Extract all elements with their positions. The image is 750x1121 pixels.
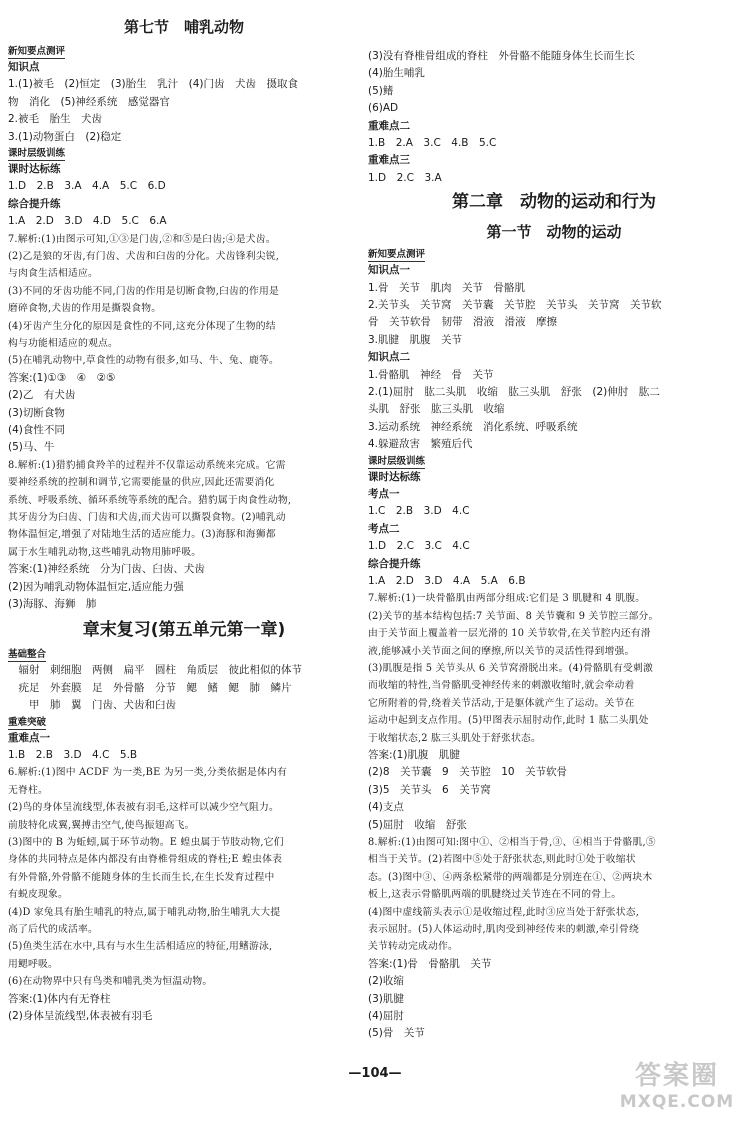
explanation-line: 用鳃呼吸。 — [8, 958, 58, 970]
answer-line: 1.D 2.B 3.A 4.A 5.C 6.D — [8, 180, 166, 193]
explanation-line: 表示屈肘。(5)人体运动时,肌肉受到神经传来的刺激,牵引骨绕 — [368, 924, 640, 935]
explanation-line: (5)在哺乳动物中,草食性的动物有很多,如马、牛、兔、鹿等。 — [8, 355, 280, 367]
answer-line: (6)AD — [368, 102, 399, 115]
explanation-line: 由于关节面上覆盖着一层光滑的 10 关节软骨,在关节腔内还有滑 — [368, 628, 651, 640]
explanation-line: (5)鱼类生活在水中,具有与水生生活相适应的特征,用鳍游泳, — [8, 941, 273, 953]
section-tag-label: 新知要点测评 — [368, 249, 426, 261]
explanation-line: 物体温恒定,增强了对陆地生活的适应能力。(3)海豚和海狮都 — [8, 529, 276, 541]
answer-line: (3)肌腱 — [368, 992, 404, 1005]
answer-line: 甲 肺 翼 门齿、犬齿和臼齿 — [8, 699, 176, 712]
explanation-line: 属于水生哺乳动物,这些哺乳动物用肺呼吸。 — [8, 546, 202, 558]
answer-line: (3)5 关节头 6 关节窝 — [368, 783, 491, 796]
explanation-line: 8.解析:(1)猎豹捕食羚羊的过程并不仅靠运动系统来完成。它需 — [8, 459, 286, 471]
explanation-line: (2)关节的基本结构包括:7 关节面、8 关节囊和 9 关节腔三部分。 — [368, 610, 659, 622]
answer-line: (3)没有脊椎骨组成的脊柱 外骨骼不能随身体生长而生长 — [368, 50, 635, 62]
answer-line: 2.被毛 胎生 犬齿 — [8, 113, 103, 126]
answer-line: 1.C 2.B 3.D 4.C — [368, 505, 470, 518]
watermark-logo — [612, 1060, 742, 1118]
answer-line: (2)8 关节囊 9 关节腔 10 关节软骨 — [368, 766, 568, 779]
answer-line: (5)屈肘 收缩 舒张 — [368, 818, 467, 831]
explanation-line: 其牙齿分为臼齿、门齿和犬齿,而犬齿可以撕裂食物。(2)哺乳动 — [8, 512, 286, 523]
answer-line: 答案:(1)神经系统 分为门齿、臼齿、犬齿 — [8, 563, 205, 576]
explanation-line: 液,能够减小关节面之间的摩擦,所以关节的灵活性得到增强。 — [368, 645, 635, 657]
explanation-line: 与肉食生活相适应。 — [8, 268, 98, 280]
explanation-line: (3)肌腹是指 5 关节头从 6 关节窝滑脱出来。(4)骨骼肌有受刺激 — [368, 663, 654, 674]
explanation-line: (4)图中虚线箭头表示①是收缩过程,此时③应当处于舒张状态, — [368, 906, 640, 918]
explanation-line: (2)乙是狼的牙齿,有门齿、犬齿和臼齿的分化。犬齿锋利尖锐, — [8, 251, 280, 262]
section-tag-label: 课时层级训练 — [368, 455, 426, 467]
section-tag — [368, 247, 740, 262]
answer-line: 1.B 2.A 3.C 4.B 5.C — [368, 137, 497, 149]
answer-line: 头肌 舒张 肱三头肌 收缩 — [368, 403, 505, 416]
section-tag — [8, 715, 360, 730]
subheading: 重难点一 — [8, 731, 50, 744]
explanation-line: 无脊柱。 — [8, 784, 48, 796]
explanation-line: 关节转动完成动作。 — [368, 941, 458, 953]
answer-line: 物 消化 (5)神经系统 感觉器官 — [8, 95, 170, 108]
subheading: 课时达标练 — [368, 470, 421, 483]
explanation-line: 7.解析:(1)由图示可知,①③是门齿,②和⑤是臼齿;④是犬齿。 — [8, 233, 276, 245]
answer-line: 3.肌腱 肌腹 关节 — [368, 333, 463, 346]
section-heading: 第一节 动物的运动 — [486, 223, 622, 242]
answer-line: 1.D 2.C 3.C 4.C — [368, 540, 470, 553]
section-tag-label: 基础整合 — [8, 649, 47, 661]
answer-line: (2)乙 有犬齿 — [8, 389, 76, 402]
subheading: 知识点 — [8, 61, 40, 73]
answer-line: (5)马、牛 — [8, 441, 55, 454]
answer-line: (2)收缩 — [368, 975, 404, 988]
section-tag — [8, 647, 360, 662]
subheading: 综合提升练 — [368, 557, 421, 570]
answer-line: 4.躲避敌害 繁殖后代 — [368, 438, 473, 451]
explanation-line: (3)不同的牙齿功能不同,门齿的作用是切断食物,臼齿的作用是 — [8, 285, 280, 297]
page-number: —104— — [348, 1066, 402, 1081]
explanation-line: 构与功能相适应的观点。 — [8, 338, 118, 349]
answer-line: (5)骨 关节 — [368, 1027, 425, 1040]
answer-line: 1.(1)被毛 (2)恒定 (3)胎生 乳汁 (4)门齿 犬齿 摄取食 — [8, 78, 299, 91]
explanation-line: 要神经系统的控制和调节,它需要能量的供应,因此还需要消化 — [8, 477, 275, 489]
section-tag — [368, 454, 740, 469]
explanation-line: 于收缩状态,2 肱三头肌处于舒张状态。 — [368, 732, 542, 744]
section-tag — [8, 44, 360, 59]
explanation-line: 态。(3)图中③、④两条松紧带的两端都是分别连在①、②两块木 — [368, 871, 653, 883]
explanation-line: (4)D 家兔具有胎生哺乳的特点,属于哺乳动物,胎生哺乳大大提 — [8, 906, 281, 918]
explanation-line: 有蜕皮现象。 — [8, 889, 68, 901]
answer-line: 疣足 外套膜 足 外骨骼 分节 鳃 鳍 鳃 肺 鳞片 — [8, 681, 292, 694]
answer-line: (5)鳍 — [368, 84, 394, 97]
answer-line: 答案:(1)①③ ④ ②⑤ — [8, 371, 116, 384]
explanation-line: 系统、呼吸系统、循环系统等系统的配合。猎豹属于肉食性动物, — [8, 494, 292, 506]
chapter-heading: 章末复习(第五单元第一章) — [82, 620, 286, 641]
answer-line: 1.A 2.D 3.D 4.D 5.C 6.A — [8, 215, 167, 228]
explanation-line: 它所附着的骨,绕着关节活动,于是躯体就产生了运动。关节在 — [368, 697, 635, 709]
section-heading: 第七节 哺乳动物 — [123, 18, 244, 36]
answer-line: (2)因为哺乳动物体温恒定,适应能力强 — [8, 580, 184, 593]
answer-line: 答案:(1)体内有无脊柱 — [8, 992, 111, 1005]
answer-line: 3.(1)动物蛋白 (2)稳定 — [8, 130, 122, 143]
answer-line: 1.B 2.B 3.D 4.C 5.B — [8, 749, 138, 761]
answer-line: 答案:(1)肌腹 肌腱 — [368, 749, 460, 761]
subheading: 重难点二 — [368, 119, 410, 132]
section-tag-label: 课时层级训练 — [8, 148, 66, 159]
subheading: 课时达标练 — [8, 163, 61, 175]
subheading: 考点一 — [368, 488, 400, 500]
explanation-line: (3)图中的 B 为蚯蚓,属于环节动物。E 蝗虫属于节肢动物,它们 — [8, 837, 284, 848]
answer-line: 3.运动系统 神经系统 消化系统、呼吸系统 — [368, 420, 578, 433]
explanation-line: 前肢特化成翼,翼搏击空气,使鸟振翅高飞。 — [8, 819, 195, 831]
answer-line: (3)切断食物 — [8, 406, 65, 419]
answer-line: (4)胎生哺乳 — [368, 67, 425, 80]
answer-line: 1.骨骼肌 神经 骨 关节 — [368, 368, 494, 381]
explanation-line: 有外骨骼,外骨骼不能随身体的生长而生长,在生长发育过程中 — [8, 871, 275, 883]
chapter-heading: 第二章 动物的运动和行为 — [452, 192, 656, 213]
watermark-line2: MXQE.COM — [619, 1092, 735, 1112]
answer-line: 1.A 2.D 3.D 4.A 5.A 6.B — [368, 575, 526, 587]
answer-line: 骨 关节软骨 韧带 滑液 滑液 摩擦 — [368, 316, 557, 329]
subheading: 考点二 — [368, 522, 400, 535]
explanation-line: 而收缩的特性,当骨骼肌受神经传来的刺激收缩时,就会牵动着 — [368, 680, 635, 692]
section-tag — [8, 146, 360, 161]
explanation-line: 7.解析:(1)一块骨骼肌由两部分组成:它们是 3 肌腱和 4 肌腹。 — [368, 593, 646, 605]
explanation-line: 板上,这表示骨骼肌两端的肌腱绕过关节连在不同的骨上。 — [368, 889, 622, 901]
answer-line: (2)身体呈流线型,体表被有羽毛 — [8, 1010, 153, 1022]
explanation-line: 身体的共同特点是体内都没有由脊椎骨组成的脊柱;E 蝗虫体表 — [8, 854, 283, 866]
answer-line: 1.D 2.C 3.A — [368, 171, 442, 184]
answer-line: 答案:(1)骨 骨骼肌 关节 — [368, 957, 492, 970]
subheading: 重难点三 — [368, 154, 410, 167]
answer-line: 辐射 刺细胞 两侧 扁平 圆柱 角质层 彼此相似的体节 — [8, 664, 302, 677]
explanation-line: (6)在动物界中只有鸟类和哺乳类为恒温动物。 — [8, 976, 213, 988]
explanation-line: 高了后代的成活率。 — [8, 924, 98, 935]
explanation-line: 8.解析:(1)由图可知:图中①、②相当于骨,③、④相当于骨骼肌,⑤ — [368, 837, 656, 848]
answer-line: (4)屈肘 — [368, 1010, 404, 1022]
section-tag-label: 新知要点测评 — [8, 46, 66, 57]
watermark-line1: 答案圈 — [634, 1061, 719, 1091]
answer-line: (3)海豚、海狮 肺 — [8, 598, 97, 610]
explanation-line: 磨碎食物,犬齿的作用是撕裂食物。 — [8, 303, 162, 315]
explanation-line: (4)牙齿产生分化的原因是食性的不同,这充分体现了生物的结 — [8, 320, 276, 332]
answer-line: 2.关节头 关节窝 关节囊 关节腔 关节头 关节窝 关节软 — [368, 299, 662, 311]
explanation-line: 相当于关节。(2)若图中⑤处于舒张状态,则此时①处于收缩状 — [368, 854, 636, 866]
subheading: 知识点一 — [368, 264, 410, 277]
explanation-line: 运动中起到支点作用。(5)甲图表示屈肘动作,此时 1 肱二头肌处 — [368, 715, 649, 727]
subheading: 知识点二 — [368, 351, 410, 364]
answer-line: (4)食性不同 — [8, 424, 65, 436]
explanation-line: 6.解析:(1)图中 ACDF 为一类,BE 为另一类,分类依据是体内有 — [8, 767, 288, 779]
answer-line: 1.骨 关节 肌肉 关节 骨骼肌 — [368, 281, 526, 294]
explanation-line: (2)鸟的身体呈流线型,体表被有羽毛,这样可以减少空气阻力。 — [8, 802, 280, 814]
subheading: 综合提升练 — [8, 197, 61, 210]
answer-line: 2.(1)屈肘 肱二头肌 收缩 肱三头肌 舒张 (2)伸肘 肱二 — [368, 386, 660, 398]
answer-line: (4)支点 — [368, 801, 404, 814]
section-tag-label: 重难突破 — [8, 716, 47, 728]
